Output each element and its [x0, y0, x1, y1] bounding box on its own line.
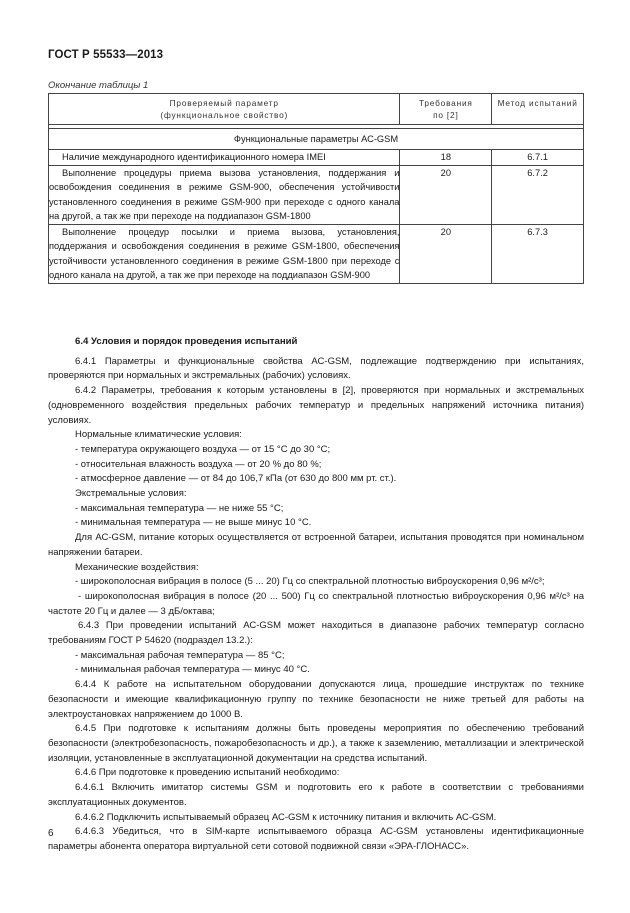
header-method: Метод испытаний — [492, 94, 584, 125]
table-row — [49, 224, 584, 283]
table-caption: Окончание таблицы 1 — [48, 80, 149, 91]
section-body — [48, 335, 584, 855]
parameters-table — [48, 93, 584, 284]
page-number: 6 — [48, 828, 54, 839]
document-header: ГОСТ Р 55533—2013 — [48, 49, 164, 61]
paragraph: Экстремальные условия: — [75, 488, 187, 500]
paragraph: 6.4.6 При подготовке к проведению испытаний необходимо: — [75, 767, 340, 779]
paragraph: 6.4.6.3 Убедиться, что в SIM-карте испытываемого образца АС-GSM установлены идентификационные параметры абонента оператора виртуальной сети сотовой подвижной связи «ЭРА-ГЛОНАСС». — [48, 826, 584, 852]
row-method: 6.7.1 — [492, 150, 584, 166]
list-item: - широкополосная вибрация в полосе (20 ... 500) Гц со спектральной плотностью виброускорения 0,96 м²/с³ на частоте 20 Гц и далее — 3 дБ/октава; — [48, 590, 584, 617]
paragraph: 6.4.6.2 Подключить испытываемый образец АС-GSM к источнику питания и включить АС-GSM. — [75, 811, 497, 823]
list-item: - температура окружающего воздуха — от 15 °С до 30 °С; — [75, 443, 331, 455]
row-param: Выполнение процедуры приема вызова установления, поддержания и освобождения соединения в режиме GSM-900, обеспечения устойчивости установленного соединения в режиме GSM-900 при переходе с одного канала на другой, а так же при переходе на поддиапазон GSM-1800 — [49, 165, 400, 224]
row-req: 20 — [400, 224, 492, 283]
paragraph: 6.4.2 Параметры, требования к которым установлены в [2], проверяются при нормальных и экстремальных (одновременного воздействия предельных рабочих температур и предельных напряжений источника питания) условиях. — [48, 385, 584, 426]
paragraph: Механические воздействия: — [75, 561, 199, 573]
row-param: Наличие международного идентификационного номера IMEI — [49, 150, 400, 166]
list-item: - минимальная температура — не выше минус 10 °С. — [75, 517, 312, 529]
section-title: Функциональные параметры АС-GSM — [49, 129, 584, 150]
list-item: - атмосферное давление — от 84 до 106,7 кПа (от 630 до 800 мм рт. ст.). — [75, 473, 397, 485]
paragraph: 6.4.1 Параметры и функциональные свойства АС-GSM, подлежащие подтверждению при испытаниях, проверяются при нормальных и экстремальных (рабочих) условиях. — [48, 355, 584, 382]
header-requirements: Требования по [2] — [400, 94, 492, 125]
table-header-row — [49, 94, 584, 125]
paragraph: 6.4.4 К работе на испытательном оборудовании допускаются лица, прошедшие инструктаж по технике безопасности и имеющие квалификационную группу по технике безопасности не ниже третьей для работы на электроустановках напряжением до 1000 В. — [48, 679, 584, 720]
list-item: - минимальная рабочая температура — минус 40 °С. — [75, 664, 310, 676]
list-item: - максимальная температура — не ниже 55 °С; — [75, 502, 284, 514]
header-parameter: Проверяемый параметр (функциональное свойство) — [49, 94, 400, 125]
row-method: 6.7.3 — [492, 224, 584, 283]
row-method: 6.7.2 — [492, 165, 584, 224]
paragraph: Для АС-GSM, питание которых осуществляется от встроенной батареи, испытания проводятся при номинальном напряжении батареи. — [48, 532, 584, 558]
table-row — [49, 150, 584, 166]
list-item: - широкополосная вибрация в полосе (5 ... 20) Гц со спектральной плотностью виброускорения 0,96 м²/с³; — [75, 576, 545, 588]
table-section-row — [49, 129, 584, 150]
paragraph: 6.4.6.1 Включить имитатор системы GSM и подготовить его к работе в соответствии с требованиями эксплуатационных документов. — [48, 782, 584, 808]
table-row — [49, 165, 584, 224]
list-item: - относительная влажность воздуха — от 20 % до 80 %; — [75, 458, 322, 470]
paragraph: 6.4.3 При проведении испытаний АС-GSM может находиться в диапазоне рабочих температур согласно требованиям ГОСТ Р 54620 (подраздел 13.2.): — [48, 620, 584, 647]
row-req: 18 — [400, 150, 492, 166]
paragraph: 6.4.5 При подготовке к испытаниям должны быть проведены мероприятия по обеспечению требований безопасности (электробезопасность, пожаробезопасность и др.), а также к заземлению, металлизации и электрической изоляции, установленные в эксплуатационной документации на средства испытаний. — [48, 723, 584, 764]
section-heading: 6.4 Условия и порядок проведения испытаний — [75, 336, 298, 347]
paragraph: Нормальные климатические условия: — [75, 429, 242, 441]
list-item: - максимальная рабочая температура — 85 °С; — [75, 649, 285, 661]
row-req: 20 — [400, 165, 492, 224]
row-param: Выполнение процедур посылки и приема вызова, установления, поддержания и освобождения соединения в режиме GSM-1800, обеспечения устойчивости установленного соединения в режиме GSM-1800 при переходе с одного канала на другой, а так же при переходе на поддиапазон GSM-900 — [49, 224, 400, 283]
